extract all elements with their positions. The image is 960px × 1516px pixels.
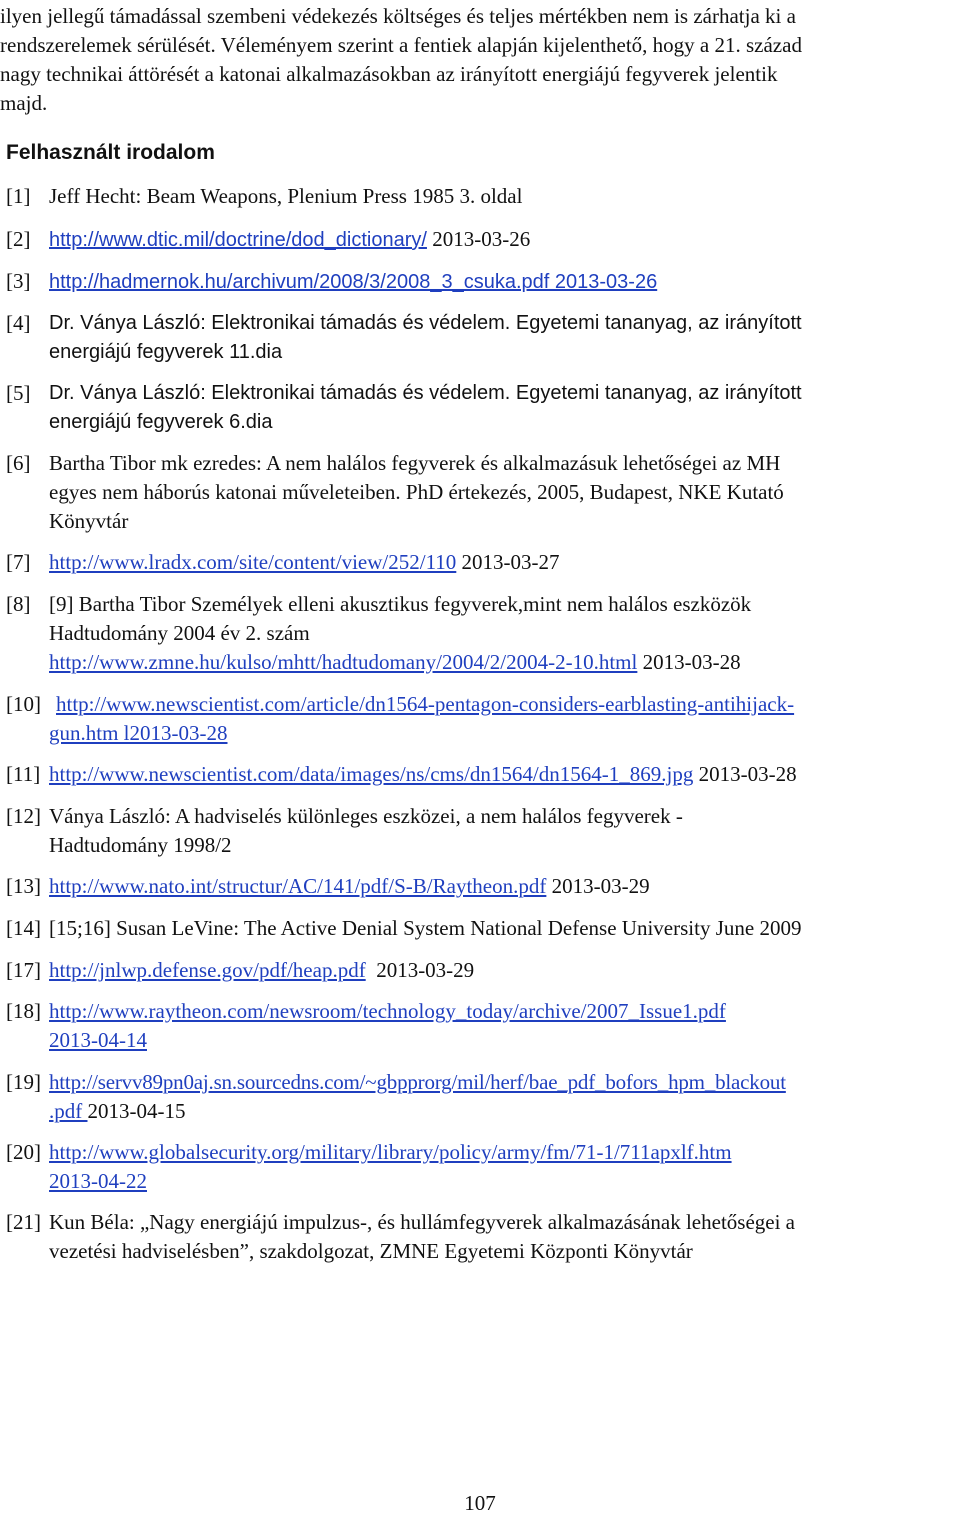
reference-number: [14]: [6, 916, 41, 940]
reference-text: vezetési hadviselésben”, szakdolgozat, ZMNE Egyetemi Központi Könyvtár: [49, 1239, 693, 1263]
reference-link[interactable]: http://servv89pn0aj.sn.sourcedns.com/~gbpprorg/mil/herf/bae_pdf_bofors_hpm_blackout: [49, 1070, 786, 1094]
reference-text: Dr. Ványa László: Elektronikai támadás és védelem. Egyetemi tananyag, az irányított: [49, 312, 802, 334]
reference-number: [21]: [6, 1210, 41, 1234]
reference-number: [3]: [6, 269, 31, 293]
reference-text: Ványa László: A hadviselés különleges eszközei, a nem halálos fegyverek -: [49, 804, 683, 828]
reference-date: 2013-04-15: [87, 1099, 186, 1123]
reference-text: energiájú fegyverek 11.dia: [49, 341, 283, 363]
reference-link-continued[interactable]: gun.htm l2013-03-28: [49, 721, 228, 745]
reference-text: Bartha Tibor mk ezredes: A nem halálos fegyverek és alkalmazásuk lehetőségei az MH: [49, 451, 781, 475]
reference-link[interactable]: http://jnlwp.defense.gov/pdf/heap.pdf: [49, 958, 366, 982]
reference-text: Könyvtár: [49, 509, 129, 533]
reference-link-continued[interactable]: .pdf: [49, 1099, 88, 1123]
reference-text: egyes nem háborús katonai műveleteiben. PhD értekezés, 2005, Budapest, NKE Kutató: [49, 480, 784, 504]
reference-number: [4]: [6, 311, 31, 335]
reference-link-date[interactable]: 2013-04-14: [49, 1028, 147, 1052]
intro-paragraph: [0, 2, 956, 118]
reference-link[interactable]: http://www.nato.int/structur/AC/141/pdf/S-B/Raytheon.pdf: [49, 874, 547, 898]
reference-number: [1]: [6, 184, 31, 208]
reference-number: [11]: [6, 762, 41, 786]
reference-text: Hadtudomány 1998/2: [49, 833, 232, 857]
reference-link[interactable]: http://hadmernok.hu/archivum/2008/3/2008_3_csuka.pdf 2013-03-26: [49, 271, 658, 293]
reference-number: [10]: [6, 692, 41, 716]
reference-link[interactable]: http://www.globalsecurity.org/military/library/policy/army/fm/71-1/711apxlf.htm: [49, 1140, 732, 1164]
reference-number: [2]: [6, 227, 31, 251]
reference-number: [13]: [6, 874, 41, 898]
reference-number: [5]: [6, 381, 31, 405]
reference-text: Kun Béla: „Nagy energiájú impulzus-, és hullámfegyverek alkalmazásának lehetőségei a: [49, 1210, 795, 1234]
reference-link[interactable]: http://www.zmne.hu/kulso/mhtt/hadtudomany/2004/2/2004-2-10.html: [49, 650, 638, 674]
reference-link[interactable]: http://www.newscientist.com/article/dn1564-pentagon-considers-earblasting-antihijack-: [56, 692, 795, 716]
reference-text: energiájú fegyverek 6.dia: [49, 411, 273, 433]
reference-link[interactable]: http://www.raytheon.com/newsroom/technology_today/archive/2007_Issue1.pdf: [49, 999, 726, 1023]
reference-number: [17]: [6, 958, 41, 982]
reference-number: [8]: [6, 592, 31, 616]
reference-date: 2013-03-26: [426, 227, 531, 251]
reference-text: [15;16] Susan LeVine: The Active Denial System National Defense University June 2009: [49, 916, 802, 940]
reference-link[interactable]: http://www.newscientist.com/data/images/ns/cms/dn1564/dn1564-1_869.jpg: [49, 762, 694, 786]
intro-line: ilyen jellegű támadással szembeni védekezés költséges és teljes mértékben nem is zárhatja ki a: [0, 4, 796, 28]
reference-text: [9] Bartha Tibor Személyek elleni akusztikus fegyverek,mint nem halálos eszközök: [49, 592, 752, 616]
reference-text: Hadtudomány 2004 év 2. szám: [49, 621, 310, 645]
reference-number: [20]: [6, 1140, 41, 1164]
reference-date: 2013-03-28: [637, 650, 741, 674]
reference-number: [6]: [6, 451, 31, 475]
intro-line: majd.: [0, 91, 48, 115]
reference-date: 2013-03-29: [546, 874, 650, 898]
reference-date: 2013-03-28: [693, 762, 797, 786]
reference-number: [18]: [6, 999, 41, 1023]
intro-line: nagy technikai áttörését a katonai alkalmazásokban az irányított energiájú fegyverek jelentik: [0, 62, 778, 86]
reference-link[interactable]: http://www.lradx.com/site/content/view/252/110: [49, 550, 457, 574]
reference-date: 2013-03-27: [456, 550, 560, 574]
intro-line: rendszerelemek sérülését. Véleményem szerint a fentiek alapján kijelenthető, hogy a 21. század: [0, 33, 802, 57]
reference-link[interactable]: http://www.dtic.mil/doctrine/dod_dictionary/: [49, 229, 427, 251]
reference-text: Jeff Hecht: Beam Weapons, Plenium Press 1985 3. oldal: [49, 184, 523, 208]
page-number: 107: [464, 1491, 496, 1515]
reference-link-date[interactable]: 2013-04-22: [49, 1169, 147, 1193]
reference-date: 2013-03-29: [365, 958, 475, 982]
reference-number: [19]: [6, 1070, 41, 1094]
reference-number: [12]: [6, 804, 41, 828]
reference-text: Dr. Ványa László: Elektronikai támadás és védelem. Egyetemi tananyag, az irányított: [49, 382, 802, 404]
reference-number: [7]: [6, 550, 31, 574]
references-heading: Felhasznált irodalom: [6, 141, 215, 164]
